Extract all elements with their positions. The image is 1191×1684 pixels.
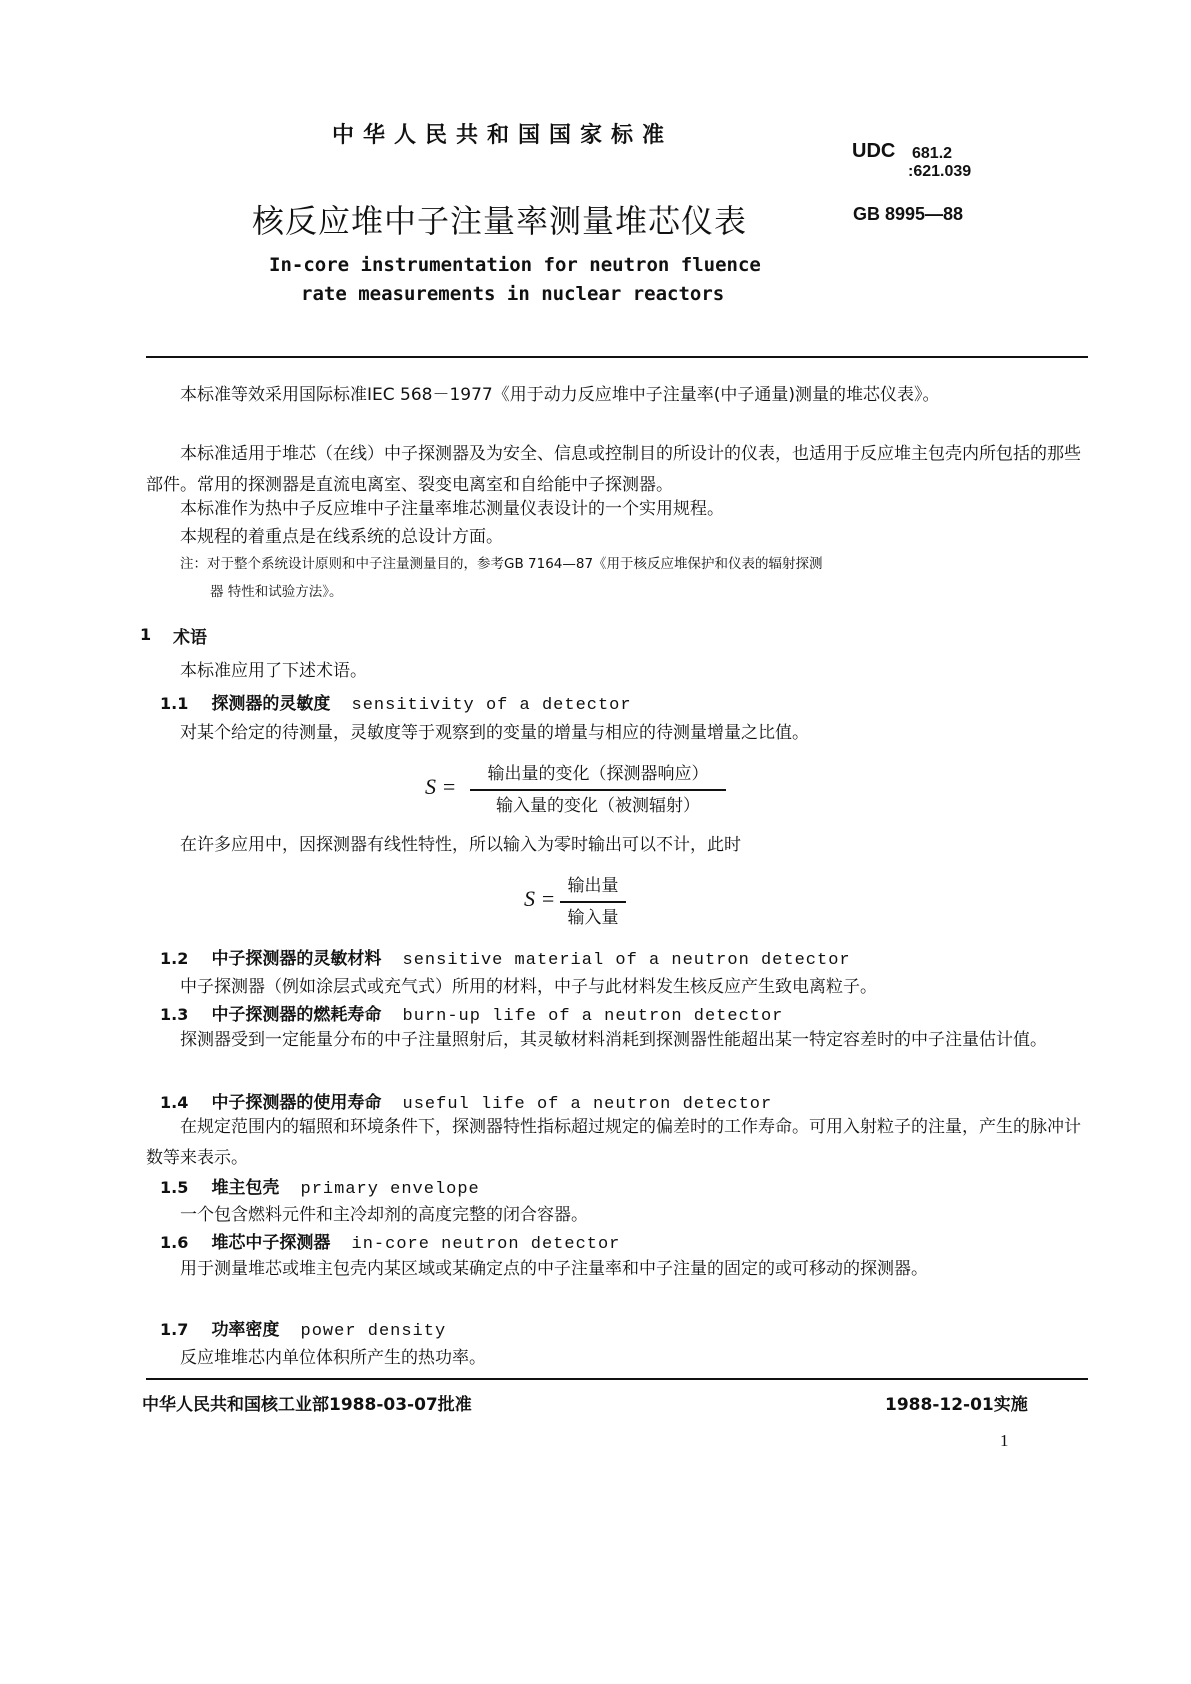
term-number: 1.2 — [160, 949, 189, 968]
udc-code-line2: :621.039 — [908, 163, 972, 180]
definition-1-3: 探测器受到一定能量分布的中子注量照射后，其灵敏材料消耗到探测器性能超出某一特定容差时的中子注量估计值。 — [180, 1030, 1047, 1050]
term-row — [160, 1173, 480, 1199]
approval-line: 中华人民共和国核工业部1988-03-07批准 — [142, 1395, 472, 1415]
term-number: 1.3 — [160, 1005, 189, 1024]
intro-paragraph-3: 本标准作为热中子反应堆中子注量率堆芯测量仪表设计的一个实用规程。 — [180, 499, 724, 519]
term-en: sensitivity of a detector — [351, 696, 632, 715]
definition-1-4: 在规定范围内的辐照和环境条件下，探测器特性指标超过规定的偏差时的工作寿命。可用入射粒子的注量，产生的脉冲计数等来表示。 — [146, 1117, 1081, 1168]
formula-1-numerator: 输出量的变化（探测器响应） — [487, 764, 709, 784]
section-1-number: 1 — [140, 625, 152, 644]
formula-2-fraction — [560, 872, 626, 932]
term-en: burn-up life of a neutron detector — [402, 1007, 784, 1026]
formula-1-denominator: 输入量的变化（被测辐射） — [496, 795, 700, 816]
footer-rule — [146, 1378, 1088, 1380]
national-standard-header: 中华人民共和国国家标准 — [332, 123, 674, 148]
fraction-bar — [560, 901, 626, 903]
term-en: power density — [300, 1322, 447, 1341]
term-number: 1.7 — [160, 1320, 189, 1339]
term-cn: 中子探测器的燃耗寿命 — [211, 1005, 382, 1025]
term-en: primary envelope — [300, 1180, 480, 1199]
term-cn: 堆芯中子探测器 — [211, 1233, 331, 1253]
header-rule — [146, 356, 1088, 358]
term-cn: 中子探测器的灵敏材料 — [211, 949, 382, 969]
term-row — [160, 1000, 783, 1026]
gb-standard-number: GB 8995—88 — [853, 204, 964, 224]
document-title-en-line1: In-core instrumentation for neutron fluence — [269, 254, 761, 276]
definition-1-6: 用于测量堆芯或堆主包壳内某区域或某确定点的中子注量率和中子注量的固定的或可移动的探测器。 — [180, 1259, 928, 1279]
fraction-bar — [470, 789, 726, 791]
term-row — [160, 944, 851, 970]
definition-1-2: 中子探测器（例如涂层式或充气式）所用的材料，中子与此材料发生核反应产生致电离粒子。 — [180, 977, 877, 997]
intro-paragraph-1: 本标准等效采用国际标准IEC 568－1977《用于动力反应堆中子注量率(中子通量)测量的堆芯仪表》。 — [180, 385, 940, 405]
term-cn: 探测器的灵敏度 — [211, 694, 331, 714]
term-row — [160, 1088, 772, 1114]
formula-2-denominator: 输入量 — [567, 907, 619, 928]
term-number: 1.5 — [160, 1178, 189, 1197]
intro-paragraph-2: 本标准适用于堆芯（在线）中子探测器及为安全、信息或控制目的所设计的仪表，也适用于反应堆主包壳内所包括的那些部件。常用的探测器是直流电离室、裂变电离室和自给能中子探测器。 — [146, 444, 1081, 495]
formula-2-symbol: S = — [524, 886, 556, 911]
formula-1-symbol: S = — [425, 774, 457, 799]
intro-note-line1: 注：对于整个系统设计原则和中子注量测量目的，参考GB 7164—87《用于核反应堆保护和仪表的辐射探测 — [180, 556, 823, 572]
formula-2-numerator: 输出量 — [567, 876, 619, 896]
intro-note-line2: 器 特性和试验方法》。 — [210, 584, 343, 600]
term-en: in-core neutron detector — [351, 1235, 621, 1254]
term-en: sensitive material of a neutron detector — [402, 951, 851, 970]
definition-1-1-continued: 在许多应用中，因探测器有线性特性，所以输入为零时输出可以不计，此时 — [180, 835, 741, 855]
term-cn: 功率密度 — [211, 1320, 280, 1340]
formula-1-fraction — [470, 760, 726, 820]
term-row — [160, 1315, 446, 1341]
term-cn: 中子探测器的使用寿命 — [211, 1093, 382, 1113]
term-row — [160, 1228, 620, 1254]
effective-date: 1988-12-01实施 — [885, 1395, 1028, 1415]
term-number: 1.1 — [160, 694, 189, 713]
term-number: 1.6 — [160, 1233, 189, 1252]
term-row — [160, 689, 632, 715]
udc-code-line1: 681.2 — [912, 145, 953, 162]
document-title-en-line2: rate measurements in nuclear reactors — [301, 283, 725, 305]
term-number: 1.4 — [160, 1093, 189, 1112]
udc-label: UDC — [852, 140, 896, 162]
section-1-intro: 本标准应用了下述术语。 — [180, 661, 367, 681]
definition-1-7: 反应堆堆芯内单位体积所产生的热功率。 — [180, 1348, 486, 1368]
term-en: useful life of a neutron detector — [402, 1095, 773, 1114]
definition-1-5: 一个包含燃料元件和主冷却剂的高度完整的闭合容器。 — [180, 1205, 588, 1225]
section-1-title: 术语 — [173, 628, 207, 648]
definition-1-1: 对某个给定的待测量，灵敏度等于观察到的变量的增量与相应的待测量增量之比值。 — [180, 723, 809, 743]
document-title-cn: 核反应堆中子注量率测量堆芯仪表 — [252, 202, 748, 240]
term-cn: 堆主包壳 — [211, 1178, 280, 1198]
intro-paragraph-4: 本规程的着重点是在线系统的总设计方面。 — [180, 527, 503, 547]
page-number: 1 — [1000, 1431, 1009, 1450]
